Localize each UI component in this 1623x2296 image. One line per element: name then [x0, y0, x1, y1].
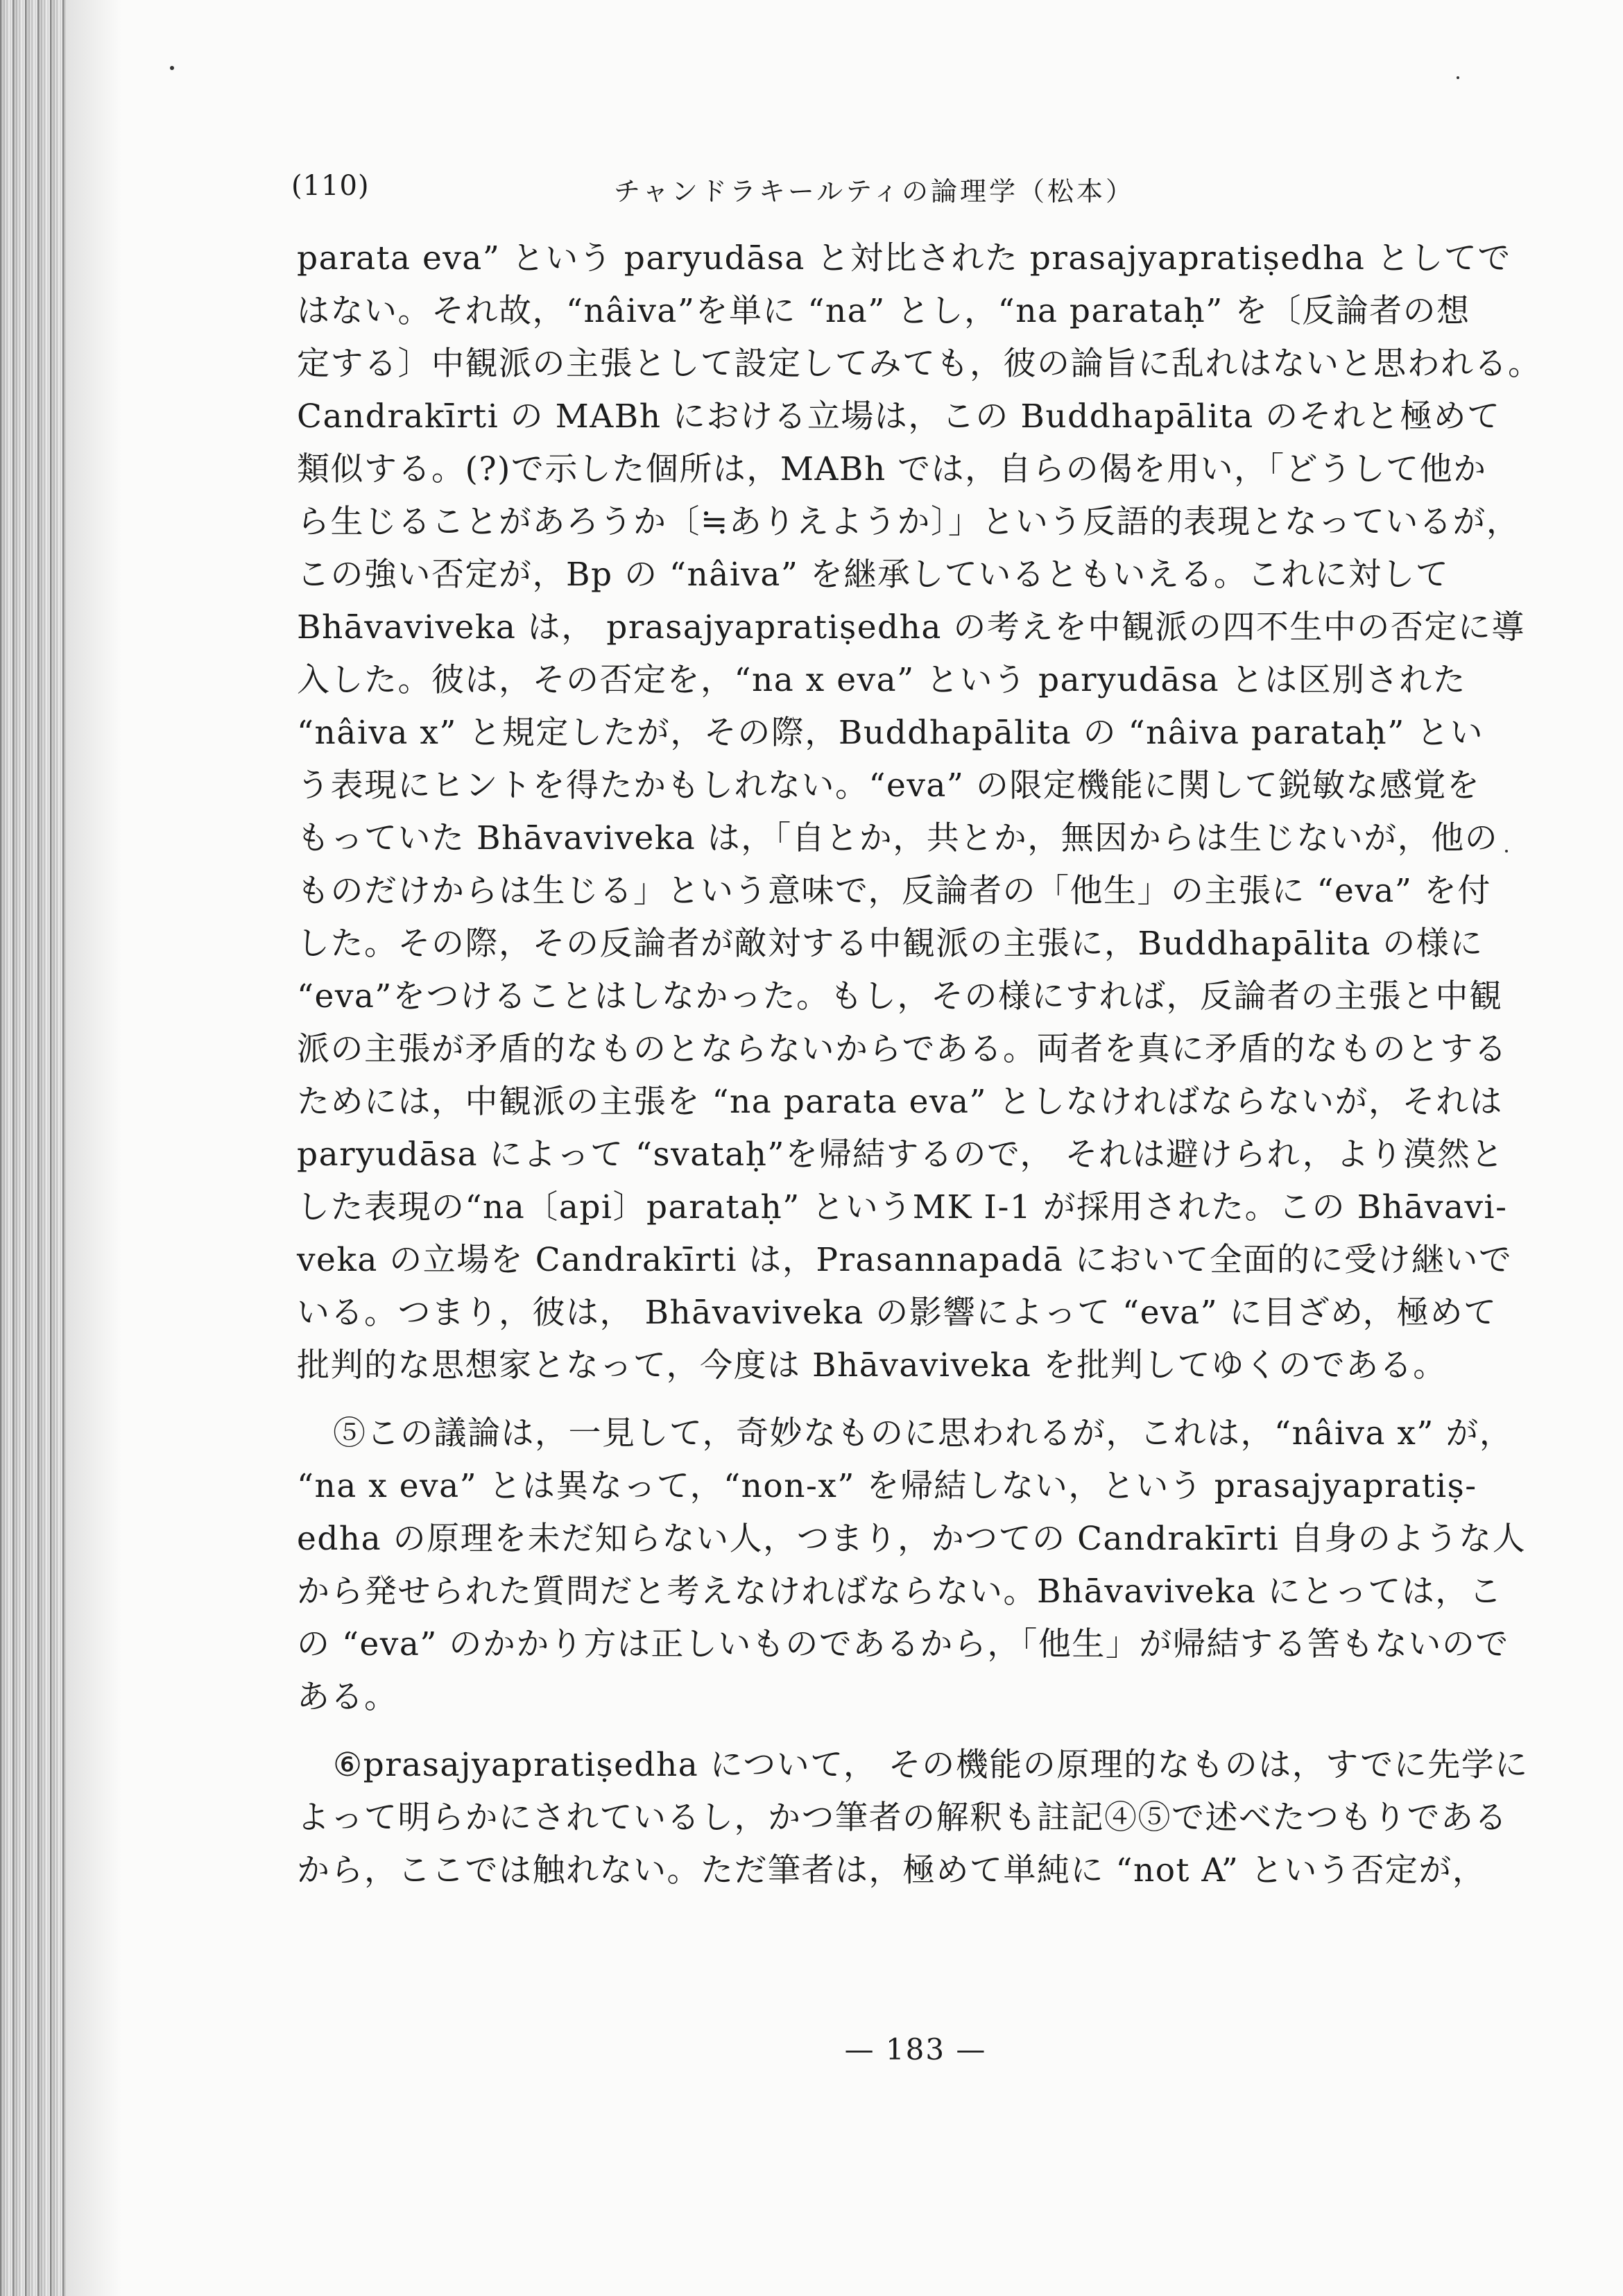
text-line: もっていた Bhāvaviveka は，「自とか，共とか，無因からは生じないが，他の [297, 819, 1499, 857]
text-line: ためには，中観派の主張を “na parata eva” としなければならないが，それは [297, 1083, 1503, 1121]
body-text [297, 232, 1545, 1897]
text-line: ら生じることがあろうか〔≒ありえようか〕」という反語的表現となっているが， [297, 503, 1520, 541]
scan-speck [170, 66, 174, 70]
binding-shadow-fade [66, 0, 121, 2296]
note-paragraph [297, 1407, 1545, 1724]
paragraph-gap [297, 1392, 1545, 1407]
text-line: した表現の“na〔api〕parataḥ” というMK I-1 が採用された。この Bhāvavi- [297, 1188, 1508, 1226]
paragraph [297, 232, 1545, 1392]
text-line: う表現にヒントを得たかもしれない。“eva” の限定機能に関して鋭敏な感覚を [297, 766, 1481, 805]
text-line: “nâiva x” と規定したが，その際，Buddhapālita の “nâiva parataḥ” とい [297, 714, 1484, 752]
running-title: チャンドラキールティの論理学（松本） [614, 176, 1135, 207]
text-line: Bhāvaviveka は， prasajyapratiṣedha の考えを中観派の四不生中の否定に導 [297, 608, 1525, 646]
scan-speck [1457, 76, 1459, 79]
page-footer [0, 2032, 1623, 2066]
note-paragraph [297, 1739, 1545, 1897]
text-line: “eva”をつけることはしなかった。もし，その様にすれば，反論者の主張と中観 [297, 977, 1503, 1016]
text-line: edha の原理を未だ知らない人，つまり，かつての Candrakīrti 自身のような人 [297, 1520, 1527, 1558]
text-line: “na x eva” とは異なって，“non-x” を帰結しない，という prasajyapratiṣ- [297, 1467, 1477, 1505]
text-line: から，ここでは触れない。ただ筆者は，極めて単純に “not A” という否定が， [297, 1851, 1486, 1890]
text-line: から発せられた質問だと考えなければならない。Bhāvaviveka にとっては，こ [297, 1573, 1503, 1611]
binding-shadow [0, 0, 66, 2296]
text-line: よって明らかにされているし，かつ筆者の解釈も註記④⑤で述べたつもりである [297, 1799, 1508, 1837]
text-line: 定する〕中観派の主張として設定してみても，彼の論旨に乱れはないと思われる。 [297, 345, 1542, 383]
text-line: Candrakīrti の MABh における立場は，この Buddhapālita のそれと極めて [297, 397, 1501, 436]
text-line: いる。つまり，彼は， Bhāvaviveka の影響によって “eva” に目ざめ，極めて [297, 1294, 1497, 1332]
text-line: ものだけからは生じる」という意味で，反論者の「他生」の主張に “eva” を付 [297, 872, 1491, 910]
text-line: paryudāsa によって “svataḥ”を帰結するので， それは避けられ，より漠然と [297, 1136, 1504, 1174]
text-line: ⑤この議論は，一見して，奇妙なものに思われるが，これは，“nâiva x” が， [333, 1414, 1513, 1453]
text-line: parata eva” という paryudāsa と対比された prasajyapratiṣedha としてで [297, 239, 1511, 277]
text-line: この強い否定が，Bp の “nâiva” を継承しているともいえる。これに対して [297, 556, 1450, 594]
text-line: 類似する。(?)で示した個所は，MABh では，自らの偈を用い，「どうして他か [297, 450, 1487, 488]
text-line: 派の主張が矛盾的なものとならないからである。両者を真に矛盾的なものとする [297, 1030, 1508, 1068]
text-line: ⑥prasajyapratiṣedha について， その機能の原理的なものは，すでに先学に [333, 1746, 1529, 1784]
text-line: した。その際，その反論者が敵対する中観派の主張に，Buddhapālita の様に [297, 925, 1484, 963]
paragraph-gap [297, 1724, 1545, 1739]
text-line: veka の立場を Candrakīrti は，Prasannapadā において全面的に受け継いで [297, 1241, 1513, 1279]
text-line: の “eva” のかかり方は正しいものであるから，「他生」が帰結する筈もないので [297, 1625, 1509, 1663]
page-header [291, 170, 1595, 212]
folio-number: — 183 — [844, 2032, 987, 2066]
text-line: ある。 [297, 1678, 398, 1716]
text-line: 批判的な思想家となって，今度は Bhāvaviveka を批判してゆくのである。 [297, 1346, 1447, 1385]
text-line: 入した。彼は，その否定を，“na x eva” という paryudāsa とは区別された [297, 661, 1467, 699]
text-line: はない。それ故，“nâiva”を単に “na” とし，“na parataḥ” を〔反論者の想 [297, 292, 1470, 330]
header-page-number: (110) [291, 170, 370, 202]
